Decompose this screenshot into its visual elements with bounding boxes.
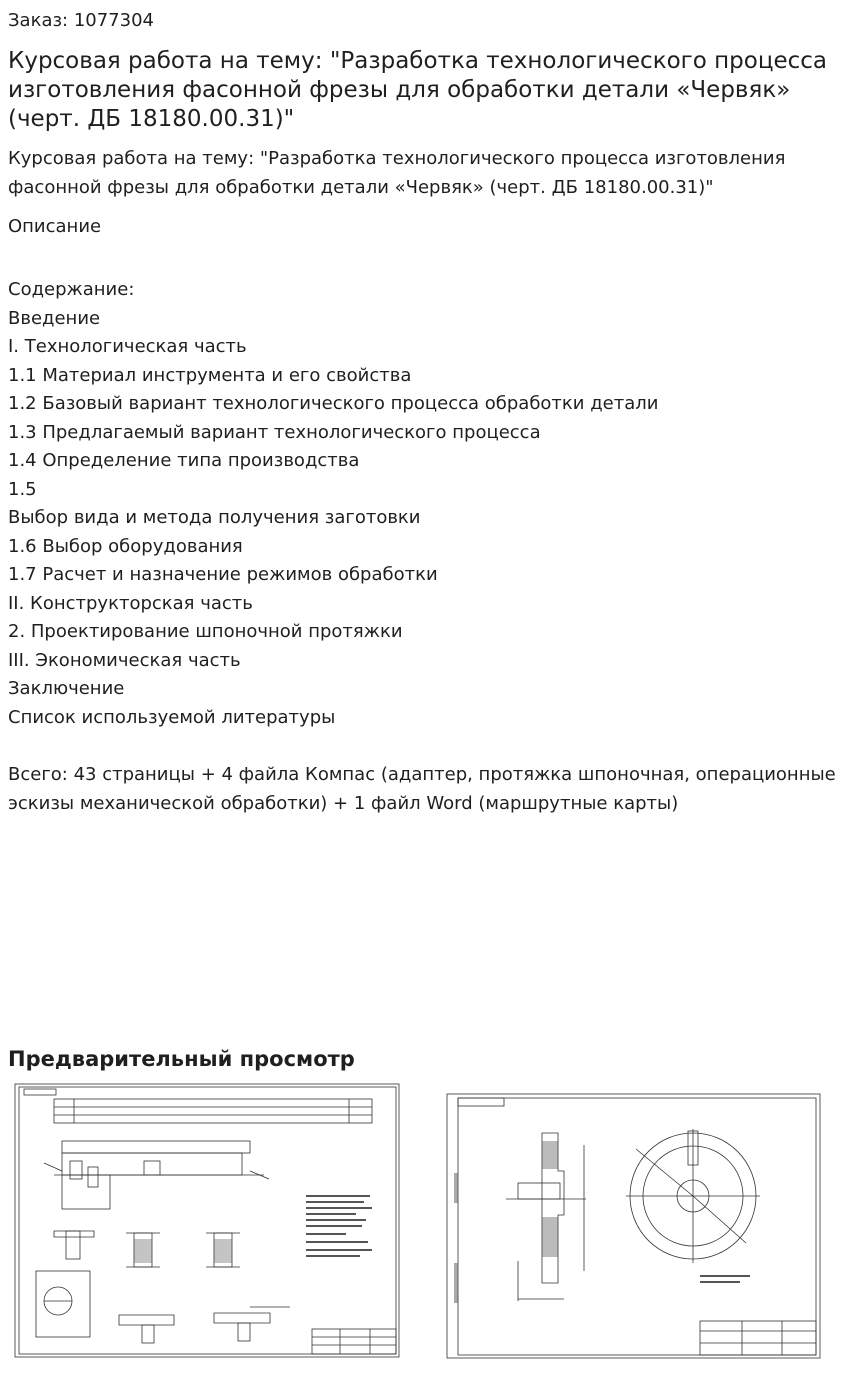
preview-heading: Предварительный просмотр [8, 1047, 355, 1071]
contents-line: 1.1 Материал инструмента и его свойства [8, 364, 412, 386]
contents-line: Список используемой литературы [8, 706, 336, 728]
order-number: Заказ: 1077304 [8, 10, 154, 31]
contents-line: 2. Проектирование шпоночной протяжки [8, 621, 403, 642]
contents-line: Содержание: [8, 279, 135, 300]
contents-line: 1.6 Выбор оборудования [8, 535, 243, 557]
technical-drawing-sheet-icon [14, 1083, 400, 1358]
description-heading: Описание [8, 216, 102, 237]
contents-line: III. Экономическая часть [8, 649, 241, 671]
contents-line: I. Технологическая часть [8, 336, 247, 357]
contents-line: 1.4 Определение типа производства [8, 450, 360, 471]
contents-line: Заключение [8, 678, 125, 699]
contents-list [8, 276, 838, 732]
contents-line: Введение [8, 307, 101, 329]
contents-line: Выбор вида и метода получения заготовки [8, 507, 421, 528]
page-title: Курсовая работа на тему: "Разработка технологического процесса изготовления фасонной фрезы для обработки детали «Червяк» (черт. ДБ 18180.00.31)" [8, 48, 828, 132]
technical-drawing-sheet-icon [446, 1093, 821, 1359]
page-subtitle: Курсовая работа на тему: "Разработка технологического процесса изготовления фасонной фрезы для обработки детали «Червяк» (черт. ДБ 18180.00.31)" [8, 148, 786, 198]
contents-line: 1.2 Базовый вариант технологического процесса обработки детали [8, 393, 659, 414]
contents-line: II. Конструкторская часть [8, 592, 253, 614]
contents-line: 1.3 Предлагаемый вариант технологического процесса [8, 421, 541, 443]
summary-text: Всего: 43 страницы + 4 файла Компас (адаптер, протяжка шпоночная, операционные эскизы механической обработки) + 1 файл Word (маршрутные карты) [8, 764, 836, 814]
contents-line: 1.5 [8, 478, 37, 500]
contents-line: 1.7 Расчет и назначение режимов обработки [8, 564, 438, 585]
preview-image-1[interactable] [14, 1083, 400, 1358]
preview-image-2[interactable] [446, 1093, 821, 1359]
